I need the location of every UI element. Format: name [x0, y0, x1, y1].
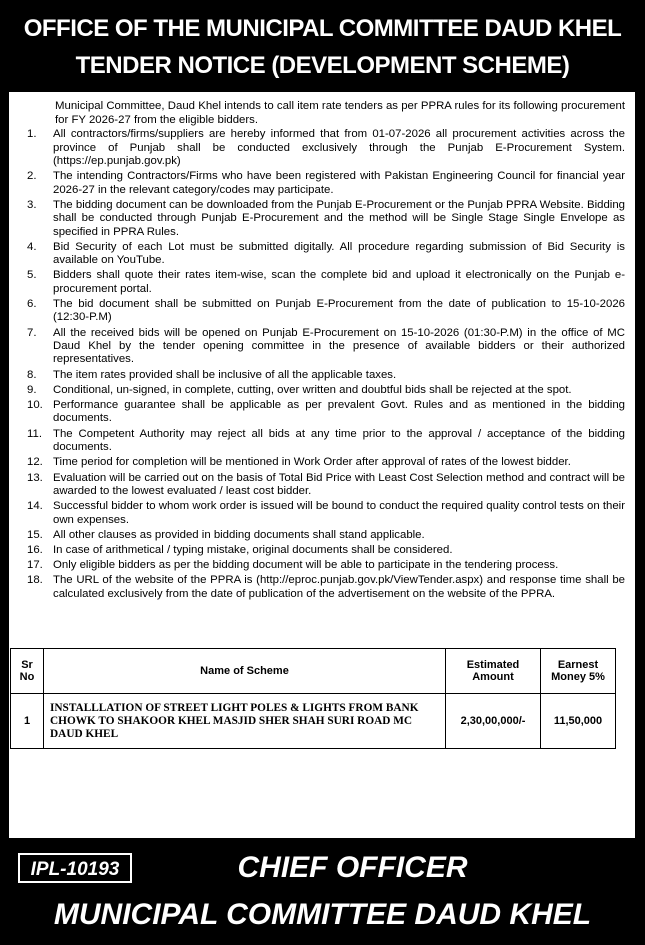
list-item [19, 384, 625, 397]
item-number: 4. [27, 240, 37, 253]
item-number: 3. [27, 198, 37, 211]
row-earnest-money: 11,50,000 [541, 694, 616, 749]
list-item [19, 399, 625, 426]
list-item [19, 456, 625, 469]
item-text: The bid document shall be submitted on Punjab E-Procurement from the date of publication to 15-10-2026 (12:30-P.M) [53, 298, 625, 324]
header-money: Earnest Money 5% [541, 649, 616, 694]
header-sr: Sr No [11, 649, 44, 694]
item-text: Evaluation will be carried out on the basis of Total Bid Price with Least Cost Selection method and contract will be awarded to the lowest evaluated / least cost bidder. [53, 471, 625, 497]
list-item [19, 428, 625, 455]
item-number: 6. [27, 298, 37, 311]
item-text: Only eligible bidders as per the bidding document will be able to participate in the tendering process. [53, 559, 559, 572]
list-item [19, 327, 625, 367]
item-text: The bidding document can be downloaded from the Punjab E-Procurement or the Punjab PPRA Website. Bidding shall be conducted through Punjab E-Procurement and the method will be Single Stage Single Envelope as specified in PPRA Rules. [53, 198, 625, 238]
item-text: The intending Contractors/Firms who have been registered with Pakistan Engineering Council for financial year 2026-27 in the relevant category/codes may participate. [53, 170, 625, 196]
ipl-number: IPL-10193 [18, 853, 132, 883]
item-number: 10. [27, 399, 43, 412]
list-item [19, 544, 625, 557]
item-number: 15. [27, 528, 43, 541]
item-number: 9. [27, 383, 37, 396]
list-item [19, 128, 625, 168]
list-item [19, 369, 625, 382]
list-item [19, 199, 625, 239]
item-text: Conditional, un-signed, in complete, cutting, over written and doubtful bids shall be rejected at the spot. [53, 383, 572, 396]
item-number: 1. [27, 128, 37, 141]
notice-title: TENDER NOTICE (DEVELOPMENT SCHEME) [75, 52, 570, 79]
list-item [19, 298, 625, 325]
committee-name: MUNICIPAL COMMITTEE DAUD KHEL [53, 898, 592, 931]
item-text: All other clauses as provided in bidding documents shall stand applicable. [53, 528, 425, 541]
item-text: Performance guarantee shall be applicable as per prevalent Govt. Rules and as mentioned in the bidding documents. [53, 399, 625, 425]
header-name: Name of Scheme [44, 649, 446, 694]
item-number: 5. [27, 269, 37, 282]
item-text: Successful bidder to whom work order is issued will be bound to conduct the required quality control tests on their own expenses. [53, 500, 625, 526]
scheme-table [10, 648, 616, 749]
item-number: 13. [27, 471, 43, 484]
office-title: OFFICE OF THE MUNICIPAL COMMITTEE DAUD KHEL [23, 15, 622, 42]
item-text: The Competent Authority may reject all bids at any time prior to the approval / acceptance of the bidding documents. [53, 427, 625, 454]
item-text: The item rates provided shall be inclusive of all the applicable taxes. [53, 368, 397, 381]
item-number: 14. [27, 500, 43, 513]
item-text: All contractors/firms/suppliers are hereby informed that from 01-07-2026 all procurement activities across the province of Punjab shall be conducted exclusively through the Punjab E-Procurement System. (https://ep.punjab.gov.pk) [53, 128, 625, 167]
list-item [19, 472, 625, 499]
row-amount: 2,30,00,000/- [446, 694, 541, 749]
conditions-list [19, 128, 625, 601]
list-item [19, 241, 625, 268]
item-number: 8. [27, 368, 37, 381]
item-text: All the received bids will be opened on Punjab E-Procurement on 15-10-2026 (01:30-P.M) in the office of MC Daud Khel by the tender opening committee in the presence of available bidders or their authorized representatives. [53, 326, 625, 366]
intro-paragraph: Municipal Committee, Daud Khel intends to call item rate tenders as per PPRA rules for its following procurement for FY 2026-27 from the eligible bidders. [55, 100, 625, 126]
header-amount: Estimated Amount [446, 649, 541, 694]
list-item [19, 269, 625, 296]
list-item [19, 529, 625, 542]
item-number: 16. [27, 543, 43, 556]
item-number: 17. [27, 559, 43, 572]
item-text: Bidders shall quote their rates item-wise, scan the complete bid and upload it electronically on the Punjab e-procurement portal. [53, 269, 625, 295]
row-scheme-name: INSTALLLATION OF STREET LIGHT POLES & LIGHTS FROM BANK CHOWK TO SHAKOOR KHEL MASJID SHER SHAH SURI ROAD MC DAUD KHEL [44, 694, 446, 749]
item-number: 12. [27, 456, 43, 469]
item-text: In case of arithmetical / typing mistake, original documents shall be considered. [53, 543, 453, 556]
list-item [19, 170, 625, 197]
item-text: Bid Security of each Lot must be submitted digitally. All procedure regarding submission of Bid Security is available on YouTube. [53, 240, 625, 267]
table-row [11, 694, 616, 749]
row-sr: 1 [11, 694, 44, 749]
list-item [19, 574, 625, 601]
item-number: 11. [27, 427, 42, 440]
item-number: 2. [27, 170, 37, 183]
list-item [19, 559, 625, 572]
item-number: 7. [27, 326, 37, 339]
item-number: 18. [27, 574, 43, 587]
item-text: The URL of the website of the PPRA is (http://eproc.punjab.gov.pk/ViewTender.aspx) and response time shall be calculated exclusively from the date of publication of the advertisement on the website of the PPRA. [53, 574, 625, 600]
chief-officer: CHIEF OFFICER [237, 851, 468, 884]
list-item [19, 500, 625, 527]
item-text: Time period for completion will be mentioned in Work Order after approval of rates of the lowest bidder. [53, 456, 571, 469]
